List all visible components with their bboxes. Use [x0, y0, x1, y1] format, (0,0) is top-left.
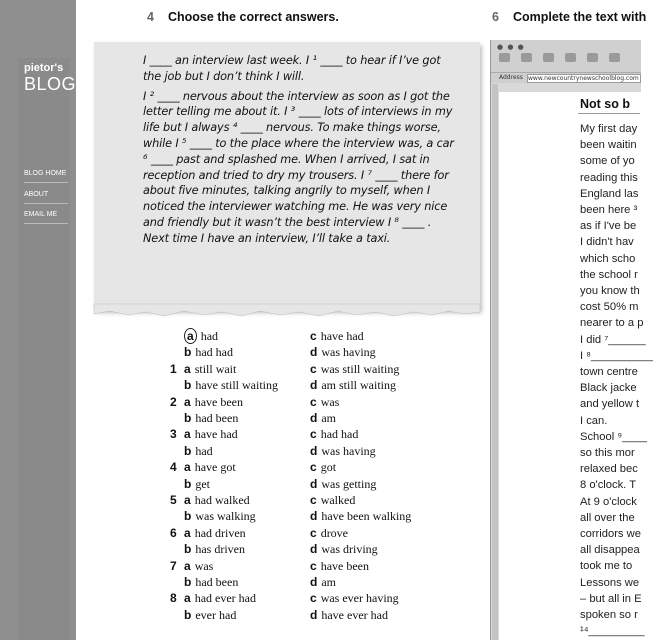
option-c[interactable]: c was ever having — [310, 591, 399, 606]
blog-body-line: relaxed bec — [580, 463, 638, 476]
question-8 — [160, 590, 460, 623]
blog-body-line: – but all in E — [580, 592, 642, 605]
option-b[interactable]: b get — [184, 476, 211, 491]
blog-body-line: took me to — [580, 560, 633, 573]
section-4-title: Choose the correct answers. — [167, 10, 339, 24]
address-bar — [491, 73, 641, 83]
blog-body-line: been here ³ — [580, 204, 638, 217]
option-d[interactable]: d have been walking — [310, 509, 412, 524]
option-b[interactable]: b was walking — [184, 509, 256, 524]
section-4-number: 4 — [147, 10, 154, 24]
nav-divider — [24, 203, 68, 204]
option-a[interactable]: a had — [184, 328, 218, 344]
title-rule — [578, 113, 640, 114]
question-example — [160, 328, 460, 361]
stop-icon[interactable] — [543, 53, 554, 62]
window-controls-icon: ● ● ● — [497, 43, 525, 51]
blog-body-line: you know th — [580, 285, 640, 298]
option-b[interactable]: b ever had — [184, 607, 237, 622]
question-number: 6 — [170, 525, 177, 540]
blog-body-line: all disappea — [580, 544, 640, 557]
question-4 — [160, 459, 460, 492]
option-a-letter-circled: a — [184, 328, 197, 344]
nav-email-me[interactable]: EMAIL ME — [24, 211, 58, 218]
blog-name-bottom: BLOG — [24, 74, 77, 94]
option-d[interactable]: d was having — [310, 443, 376, 458]
question-number: 4 — [170, 460, 177, 475]
blog-body-line: School ⁹____ — [580, 430, 647, 443]
note-paragraph-1: I ____ an interview last week. I ¹ ____ to hear if I’ve got the job but I don’t think I will. — [143, 54, 441, 83]
section-4-header — [147, 10, 339, 24]
option-c[interactable]: c was still waiting — [310, 361, 400, 376]
option-b[interactable]: b has driven — [184, 542, 245, 557]
question-7 — [160, 558, 460, 591]
blog-body-line: cost 50% m — [580, 301, 639, 314]
question-number: 3 — [170, 427, 177, 442]
answer-options — [160, 328, 460, 623]
question-5 — [160, 492, 460, 525]
nav-divider — [24, 223, 68, 224]
blog-body-line: spoken so r — [580, 609, 638, 622]
url-input[interactable]: www.newcountrynewschoolblog.com — [527, 74, 641, 83]
option-c[interactable]: c had had — [310, 427, 359, 442]
blog-body-line: 8 o'clock. T — [580, 479, 637, 492]
option-a[interactable]: a had driven — [184, 525, 246, 540]
option-a[interactable]: a had walked — [184, 492, 250, 507]
back-icon[interactable] — [499, 53, 510, 62]
option-c[interactable]: c was — [310, 394, 340, 409]
note-paragraph-2: I ² ____ nervous about the interview as soon as I got the letter telling me about it. I ³ ____ lots of interviews in my life but I always ⁴ ____ nervous. To make things worse, while I ⁵ ____ to the place where the interview was, a car ⁶ ____ past and splashed me. When I arrived, I sat in reception and tried to dry my trousers. I ⁷ ____ there for about five minutes, talking angrily to myself, when I noticed the interviewer watching me. He was very nice and friendly but it wasn’t the best interview I ⁸ ____ . Next time I have an interview, I’ll take a taxi. — [143, 89, 454, 245]
blog-logo — [24, 62, 76, 93]
section-6-number: 6 — [492, 10, 499, 24]
blog-body-line: reading this — [580, 171, 638, 184]
autofill-icon[interactable] — [609, 53, 620, 62]
blog-body-line: I can. — [580, 414, 608, 427]
question-6 — [160, 525, 460, 558]
browser-toolbar — [491, 40, 641, 73]
option-b[interactable]: b had had — [184, 345, 233, 360]
blog-body-line: At 9 o'clock — [580, 495, 637, 508]
option-d[interactable]: d am still waiting — [310, 378, 397, 393]
blog-body-line: My first day — [580, 123, 638, 135]
blog-body-line: I ⁸__________ — [580, 349, 653, 362]
option-c[interactable]: c got — [310, 460, 337, 475]
option-d[interactable]: d was driving — [310, 542, 378, 557]
home-icon[interactable] — [587, 53, 598, 62]
blog-body-line: so this mor — [580, 447, 635, 460]
blog-body-line: corridors we — [580, 528, 641, 541]
option-c[interactable]: c have been — [310, 558, 369, 573]
question-number: 5 — [170, 492, 177, 507]
option-a[interactable]: a have been — [184, 394, 243, 409]
refresh-icon[interactable] — [565, 53, 576, 62]
blog-body-line: which scho — [580, 252, 636, 265]
option-a[interactable]: a have had — [184, 427, 238, 442]
blog-body-line: I did ⁷______ — [580, 333, 646, 346]
blog-body-line: England las — [580, 187, 639, 200]
question-number: 1 — [170, 361, 177, 376]
blog-post-title: Not so b — [580, 97, 630, 111]
question-2 — [160, 394, 460, 427]
blog-name-top: pietor's — [24, 62, 64, 74]
option-b[interactable]: b have still waiting — [184, 378, 278, 393]
blog-body-line: ¹⁴_________ — [580, 625, 645, 638]
blog-body-line: the school r — [580, 268, 638, 281]
blog-body-line: I didn't hav — [580, 236, 634, 249]
section-6-title: Complete the text with — [512, 10, 647, 24]
option-c[interactable]: c walked — [310, 492, 356, 507]
blog-body-line: nearer to a p — [580, 317, 644, 330]
forward-icon[interactable] — [521, 53, 532, 62]
blog-body-line: Lessons we — [580, 576, 640, 589]
question-number: 8 — [170, 591, 177, 606]
blog-post-body — [580, 121, 653, 640]
option-d[interactable]: d have ever had — [310, 607, 388, 622]
question-1 — [160, 361, 460, 394]
option-a[interactable]: a was — [184, 558, 214, 573]
option-b[interactable]: b had been — [184, 574, 239, 589]
section-6-header — [492, 10, 646, 24]
nav-blog-home[interactable]: BLOG HOME — [24, 170, 67, 177]
option-d[interactable]: d was having — [310, 345, 376, 360]
option-c[interactable]: c drove — [310, 525, 349, 540]
option-c[interactable]: c have had — [310, 329, 364, 343]
option-a[interactable]: a had ever had — [184, 591, 256, 606]
question-number: 2 — [170, 394, 177, 409]
blog-body-line: and yellow t — [580, 398, 640, 411]
address-label: Address — [499, 74, 523, 81]
option-a[interactable]: a have got — [184, 460, 236, 475]
blog-body-line: all over the — [580, 511, 635, 524]
question-number: 7 — [170, 558, 177, 573]
nav-divider — [24, 182, 68, 183]
option-d[interactable]: d am — [310, 410, 337, 425]
blog-body-line: as if I've be — [580, 220, 637, 233]
paper-torn-edge — [94, 304, 480, 318]
option-d[interactable]: d am — [310, 574, 337, 589]
blog-body-line: town centre — [580, 366, 638, 379]
blog-body-line: Black jacke — [580, 382, 637, 395]
note-text — [143, 53, 455, 251]
nav-about[interactable]: ABOUT — [24, 191, 49, 198]
blog-body-line: been waitin — [580, 139, 637, 152]
option-b[interactable]: b had — [184, 443, 213, 458]
option-a[interactable]: a still wait — [184, 361, 237, 376]
scrollbar[interactable] — [492, 84, 498, 640]
option-b[interactable]: b had been — [184, 410, 239, 425]
question-3 — [160, 426, 460, 459]
blog-body-line: some of yo — [580, 155, 635, 168]
option-d[interactable]: d was getting — [310, 476, 377, 491]
blog-sidebar — [18, 58, 77, 640]
